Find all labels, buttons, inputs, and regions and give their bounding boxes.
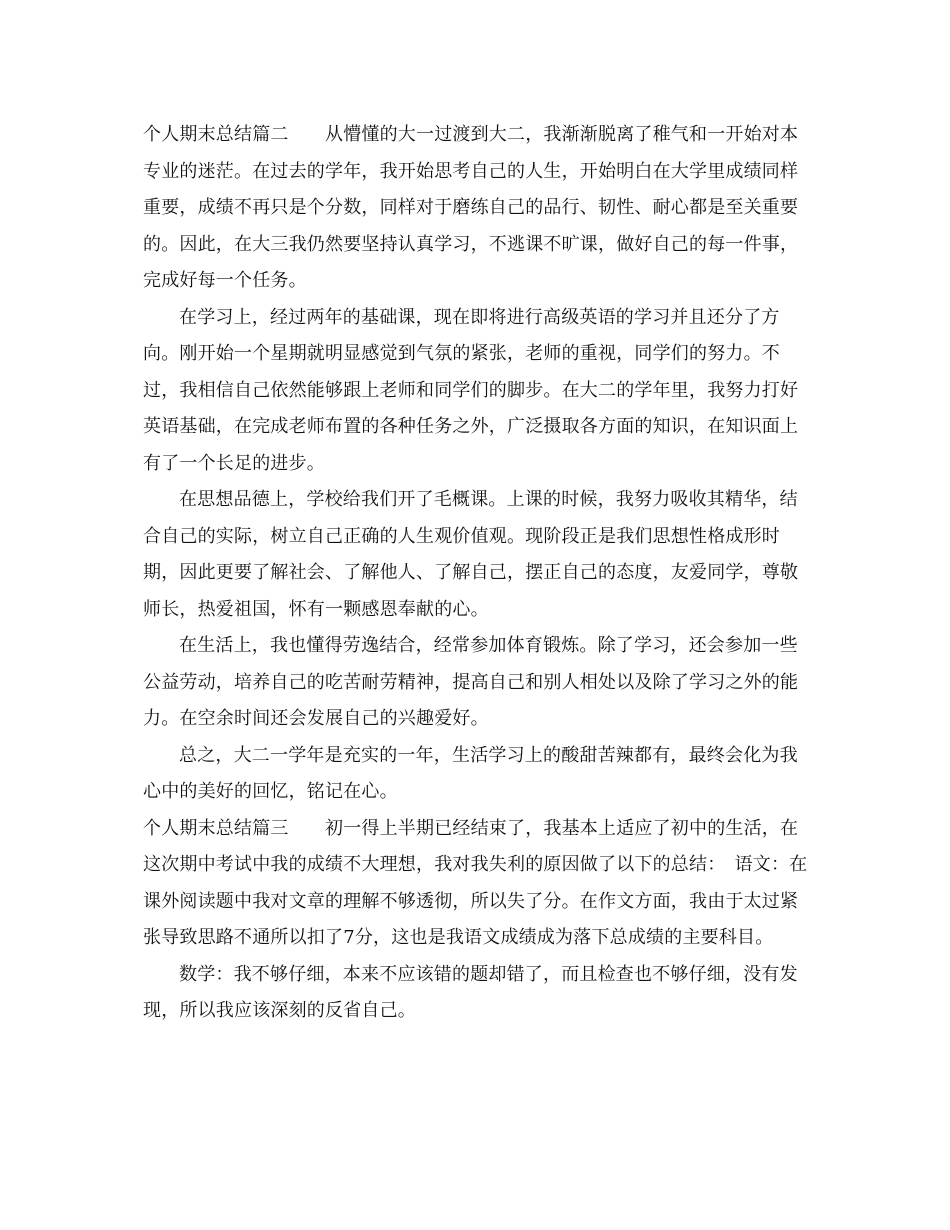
paragraph-summary-three-intro: 个人期末总结篇三 初一得上半期已经结束了，我基本上适应了初中的生活，在这次期中考试中我的成绩不大理想，我对我失利的原因做了以下的总结： 语文：在课外阅读题中我对文章的理解不够透彻，所以失了分。在作文方面，我由于太过紧张导致思路不通所以扣了7分，这也是我语文成绩成为落下总成绩的主要科目。	[143, 817, 808, 948]
paragraph-morality: 在思想品德上，学校给我们开了毛概课。上课的时候，我努力吸收其精华，结合自己的实际，树立自己正确的人生观价值观。现阶段正是我们思想性格成形时期，因此更要了解社会、了解他人、了解自己，摆正自己的态度，友爱同学，尊敬师长，热爱祖国，怀有一颗感恩奉献的心。	[143, 489, 799, 620]
paragraph-summary-two-intro: 个人期末总结篇二 从懵懂的大一过渡到大二，我渐渐脱离了稚气和一开始对本专业的迷茫。在过去的学年，我开始思考自己的人生，开始明白在大学里成绩同样重要，成绩不再只是个分数，同样对于磨练自己的品行、韧性、耐心都是至关重要的。因此，在大三我仍然要坚持认真学习，不逃课不旷课，做好自己的每一件事，完成好每一个任务。	[143, 124, 799, 291]
paragraph-life: 在生活上，我也懂得劳逸结合，经常参加体育锻炼。除了学习，还会参加一些公益劳动，培养自己的吃苦耐劳精神，提高自己和别人相处以及除了学习之外的能力。在空余时间还会发展自己的兴趣爱好。	[143, 635, 799, 729]
paragraph-conclusion: 总之，大二一学年是充实的一年，生活学习上的酸甜苦辣都有，最终会化为我心中的美好的回忆，铭记在心。	[143, 744, 798, 802]
paragraph-math: 数学：我不够仔细，本来不应该错的题却错了，而且检查也不够仔细，没有发现，所以我应该深刻的反省自己。	[143, 963, 798, 1021]
paragraph-study: 在学习上，经过两年的基础课，现在即将进行高级英语的学习并且还分了方向。刚开始一个星期就明显感觉到气氛的紧张，老师的重视，同学们的努力。不过，我相信自己依然能够跟上老师和同学们的脚步。在大二的学年里，我努力打好英语基础，在完成老师布置的各种任务之外，广泛摄取各方面的知识，在知识面上有了一个长足的进步。	[143, 306, 799, 474]
document-body	[143, 117, 808, 1030]
